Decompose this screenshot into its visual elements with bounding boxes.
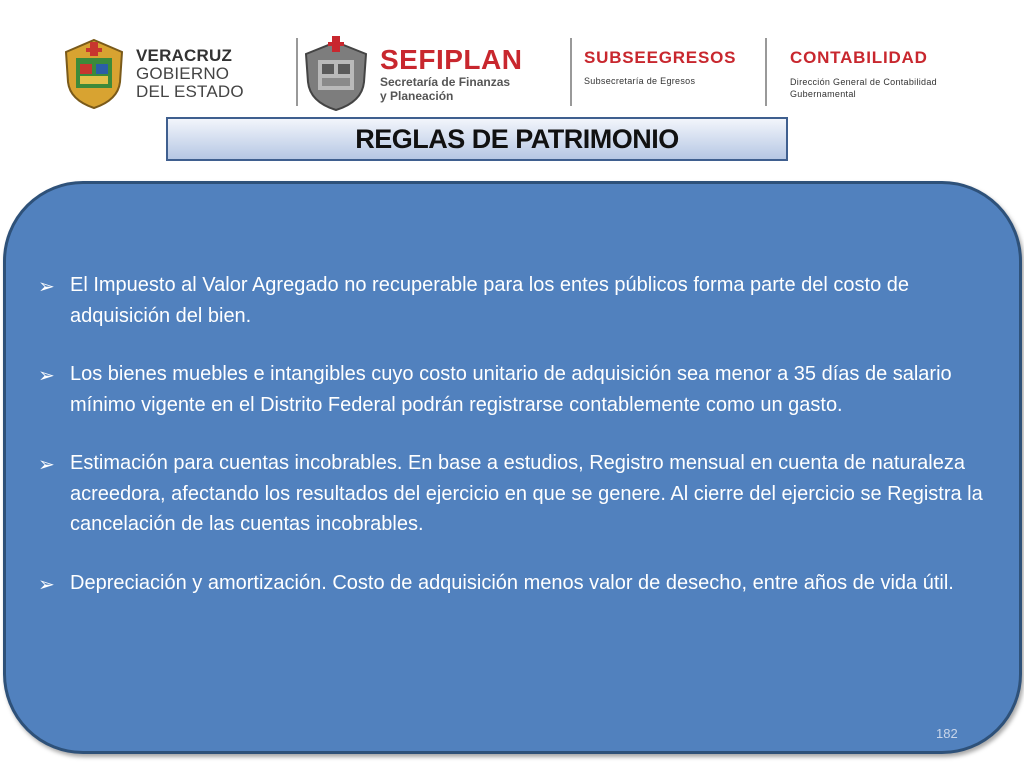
bullet-item [38, 359, 998, 420]
bullet-text: El Impuesto al Valor Agregado no recuperable para los entes públicos forma parte del costo de adquisición del bien. [70, 274, 910, 327]
subseegresos-title: SUBSEEGRESOS [584, 48, 737, 67]
slide-title: REGLAS DE PATRIMONIO [355, 123, 679, 154]
slide-title-box [166, 117, 788, 161]
arrow-bullet-icon: ➢ [38, 365, 55, 387]
bullet-text: Depreciación y amortización. Costo de adquisición menos valor de desecho, entre años de vida útil. [70, 571, 954, 594]
contabilidad-line1: Dirección General de Contabilidad [790, 77, 937, 87]
bullet-text: Los bienes muebles e intangibles cuyo costo unitario de adquisición sea menor a 35 días de salario mínimo vigente en el Distrito Federal podrán registrarse contablemente como un gasto. [70, 363, 952, 416]
bullet-item [38, 448, 998, 540]
slide-header [0, 0, 1024, 115]
veracruz-line2: GOBIERNO [136, 64, 230, 83]
arrow-bullet-icon: ➢ [38, 573, 55, 596]
divider-3 [765, 38, 767, 106]
subseegresos-subtitle: Subsecretaría de Egresos [584, 76, 696, 86]
veracruz-line3: DEL ESTADO [136, 82, 244, 101]
subseegresos-logo [584, 48, 736, 86]
arrow-bullet-icon: ➢ [38, 276, 55, 298]
sefiplan-logo [300, 36, 522, 112]
divider-1 [296, 38, 298, 106]
contabilidad-title: CONTABILIDAD [790, 48, 928, 67]
sefiplan-coat-of-arms-icon [300, 36, 372, 112]
bullet-list [38, 270, 998, 628]
sefiplan-line2: y Planeación [380, 89, 454, 103]
bullet-item [38, 568, 998, 600]
divider-2 [570, 38, 572, 106]
sefiplan-line1: Secretaría de Finanzas [380, 75, 511, 89]
contabilidad-line2: Gubernamental [790, 89, 856, 99]
contabilidad-logo [790, 48, 937, 100]
sefiplan-title: SEFIPLAN [380, 44, 523, 75]
veracruz-logo [62, 38, 244, 110]
page-number: 182 [936, 726, 958, 741]
veracruz-line1: VERACRUZ [136, 46, 233, 65]
arrow-bullet-icon: ➢ [38, 454, 55, 476]
bullet-item [38, 270, 998, 331]
veracruz-coat-of-arms-icon [62, 38, 126, 110]
bullet-text: Estimación para cuentas incobrables. En base a estudios, Registro mensual en cuenta de naturaleza acreedora, afectando los resultados del ejercicio en que se genere. Al cierre del ejercicio se Registra la cancelación de las cuentas incobrables. [70, 452, 983, 535]
